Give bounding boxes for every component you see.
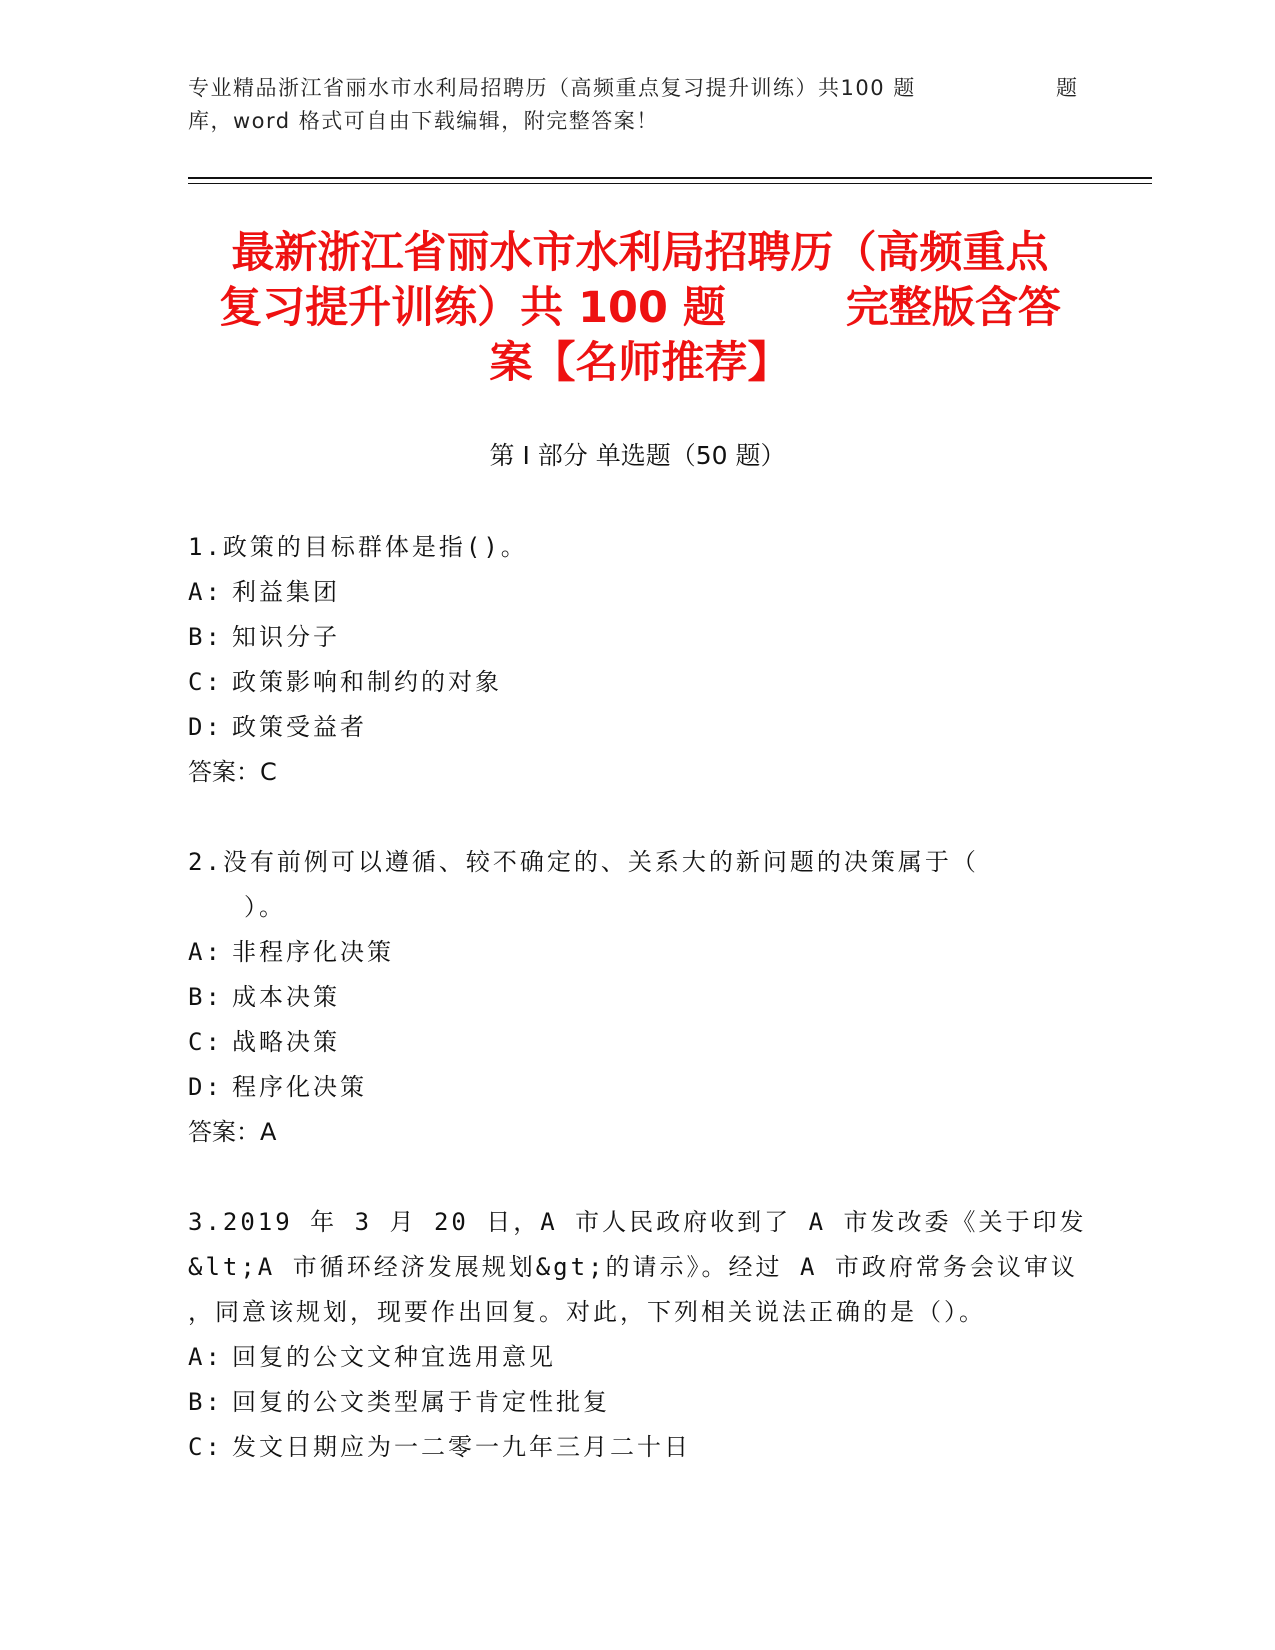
- header-text: 专业精品浙江省丽水市水利局招聘历（高频重点复习提升训练）共100 题: [188, 76, 916, 100]
- option-key: B:: [188, 623, 223, 651]
- question-3: [188, 1200, 1088, 1470]
- title-line-1: 最新浙江省丽水市水利局招聘历（高频重点: [231, 228, 1049, 278]
- title-line-2: [190, 281, 1090, 336]
- option-a: [188, 570, 1088, 615]
- option-text: 发文日期应为一二零一九年三月二十日: [232, 1433, 691, 1461]
- option-c: [188, 1425, 1088, 1470]
- option-key: A:: [188, 1343, 223, 1371]
- question-stem: 2.没有前例可以遵循、较不确定的、关系大的新问题的决策属于（: [188, 848, 979, 876]
- option-b: [188, 1380, 1088, 1425]
- option-b: [188, 975, 1088, 1020]
- option-text: 回复的公文类型属于肯定性批复: [232, 1388, 610, 1416]
- option-key: A:: [188, 578, 223, 606]
- option-a: [188, 1335, 1088, 1380]
- option-key: C:: [188, 668, 223, 696]
- question-stem: 1.政策的目标群体是指()。: [188, 533, 528, 561]
- option-key: C:: [188, 1433, 223, 1461]
- section-heading: 第 I 部分 单选题（50 题）: [489, 441, 786, 470]
- option-text: 政策受益者: [232, 713, 367, 741]
- option-d: [188, 1065, 1088, 1110]
- question-stem-continuation: ，同意该规划，现要作出回复。对此，下列相关说法正确的是（）。: [188, 1298, 986, 1326]
- answer-line: 答案：A: [188, 1118, 277, 1146]
- option-c: [188, 660, 1088, 705]
- question-stem-continuation: &lt;A 市循环经济发展规划&gt;的请示》。经过 A 市政府常务会议审议: [188, 1253, 1078, 1281]
- document-title: [190, 226, 1090, 391]
- header-rule-thin: [188, 183, 1152, 184]
- option-b: [188, 615, 1088, 660]
- option-text: 政策影响和制约的对象: [232, 668, 502, 696]
- option-key: D:: [188, 713, 223, 741]
- option-key: B:: [188, 983, 223, 1011]
- title-line-2-right: 完整版含答: [845, 283, 1061, 333]
- option-a: [188, 930, 1088, 975]
- answer-line: 答案：C: [188, 758, 277, 786]
- page-header: [188, 72, 1088, 138]
- option-key: B:: [188, 1388, 223, 1416]
- option-c: [188, 1020, 1088, 1065]
- option-text: 成本决策: [232, 983, 340, 1011]
- option-text: 程序化决策: [232, 1073, 367, 1101]
- question-list: [188, 525, 1088, 1515]
- option-text: 回复的公文文种宜选用意见: [232, 1343, 556, 1371]
- header-line-2: 库，word 格式可自由下载编辑，附完整答案！: [188, 109, 659, 133]
- question-2: [188, 840, 1088, 1155]
- question-1: [188, 525, 1088, 795]
- header-line-1: [188, 72, 1088, 105]
- header-rule-thick: [188, 177, 1152, 179]
- option-key: A:: [188, 938, 223, 966]
- option-text: 知识分子: [232, 623, 340, 651]
- option-text: 非程序化决策: [232, 938, 394, 966]
- title-line-2-left: 复习提升训练）共 100 题: [219, 283, 726, 333]
- question-stem: 3.2019 年 3 月 20 日，A 市人民政府收到了 A 市发改委《关于印发: [188, 1208, 1087, 1236]
- header-tail-text: 题: [1056, 76, 1079, 100]
- question-stem-continuation: ）。: [244, 893, 286, 921]
- option-key: D:: [188, 1073, 223, 1101]
- option-text: 利益集团: [232, 578, 340, 606]
- option-d: [188, 705, 1088, 750]
- option-key: C:: [188, 1028, 223, 1056]
- option-text: 战略决策: [232, 1028, 340, 1056]
- title-line-3: 案【名师推荐】: [489, 338, 791, 388]
